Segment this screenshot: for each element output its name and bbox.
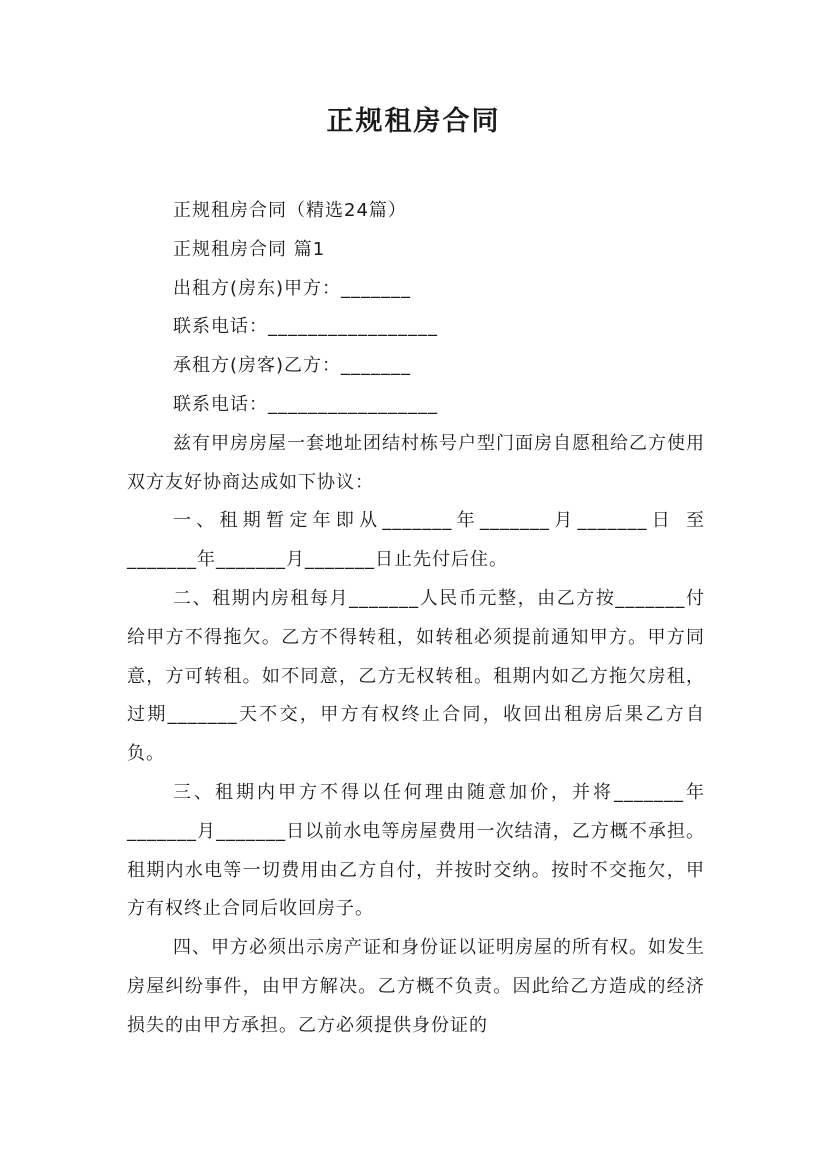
document-body bbox=[127, 192, 705, 1046]
document-title: 正规租房合同 bbox=[326, 106, 501, 137]
clause-2-paragraph: 二、租期内房租每月_______人民币元整，由乙方按_______付给甲方不得拖欠。乙方不得转租，如转租必须提前通知甲方。甲方同意，方可转租。如不同意，乙方无权转租。租期内如乙方拖欠房租，过期_______天不交，甲方有权终止合同，收回出租房后果乙方自负。 bbox=[127, 587, 705, 765]
clause-4-paragraph: 四、甲方必须出示房产证和身份证以证明房屋的所有权。如发生房屋纠纷事件，由甲方解决。乙方概不负责。因此给乙方造成的经济损失的由甲方承担。乙方必须提供身份证的 bbox=[127, 937, 705, 1036]
tenant-phone-field: 联系电话：_________________ bbox=[173, 393, 438, 415]
section-heading: 正规租房合同 篇1 bbox=[173, 238, 326, 260]
clause-3-paragraph: 三、租期内甲方不得以任何理由随意加价，并将_______年_______月_______日以前水电等房屋费用一次结清，乙方概不承担。租期内水电等一切费用由乙方自付，并按时交纳。按时不交拖欠，甲方有权终止合同后收回房子。 bbox=[127, 781, 705, 920]
tenant-field: 承租方(房客)乙方：_______ bbox=[173, 355, 412, 377]
subtitle-line: 正规租房合同（精选24篇） bbox=[173, 200, 407, 221]
landlord-phone-field: 联系电话：_________________ bbox=[173, 316, 438, 338]
landlord-field: 出租方(房东)甲方：_______ bbox=[173, 277, 412, 299]
intro-paragraph: 兹有甲房房屋一套地址团结村栋号户型门面房自愿租给乙方使用双方友好协商达成如下协议： bbox=[127, 432, 705, 493]
clause-1-paragraph: 一、租期暂定年即从_______年_______月_______日 至_______年_______月_______日止先付后住。 bbox=[127, 510, 705, 571]
